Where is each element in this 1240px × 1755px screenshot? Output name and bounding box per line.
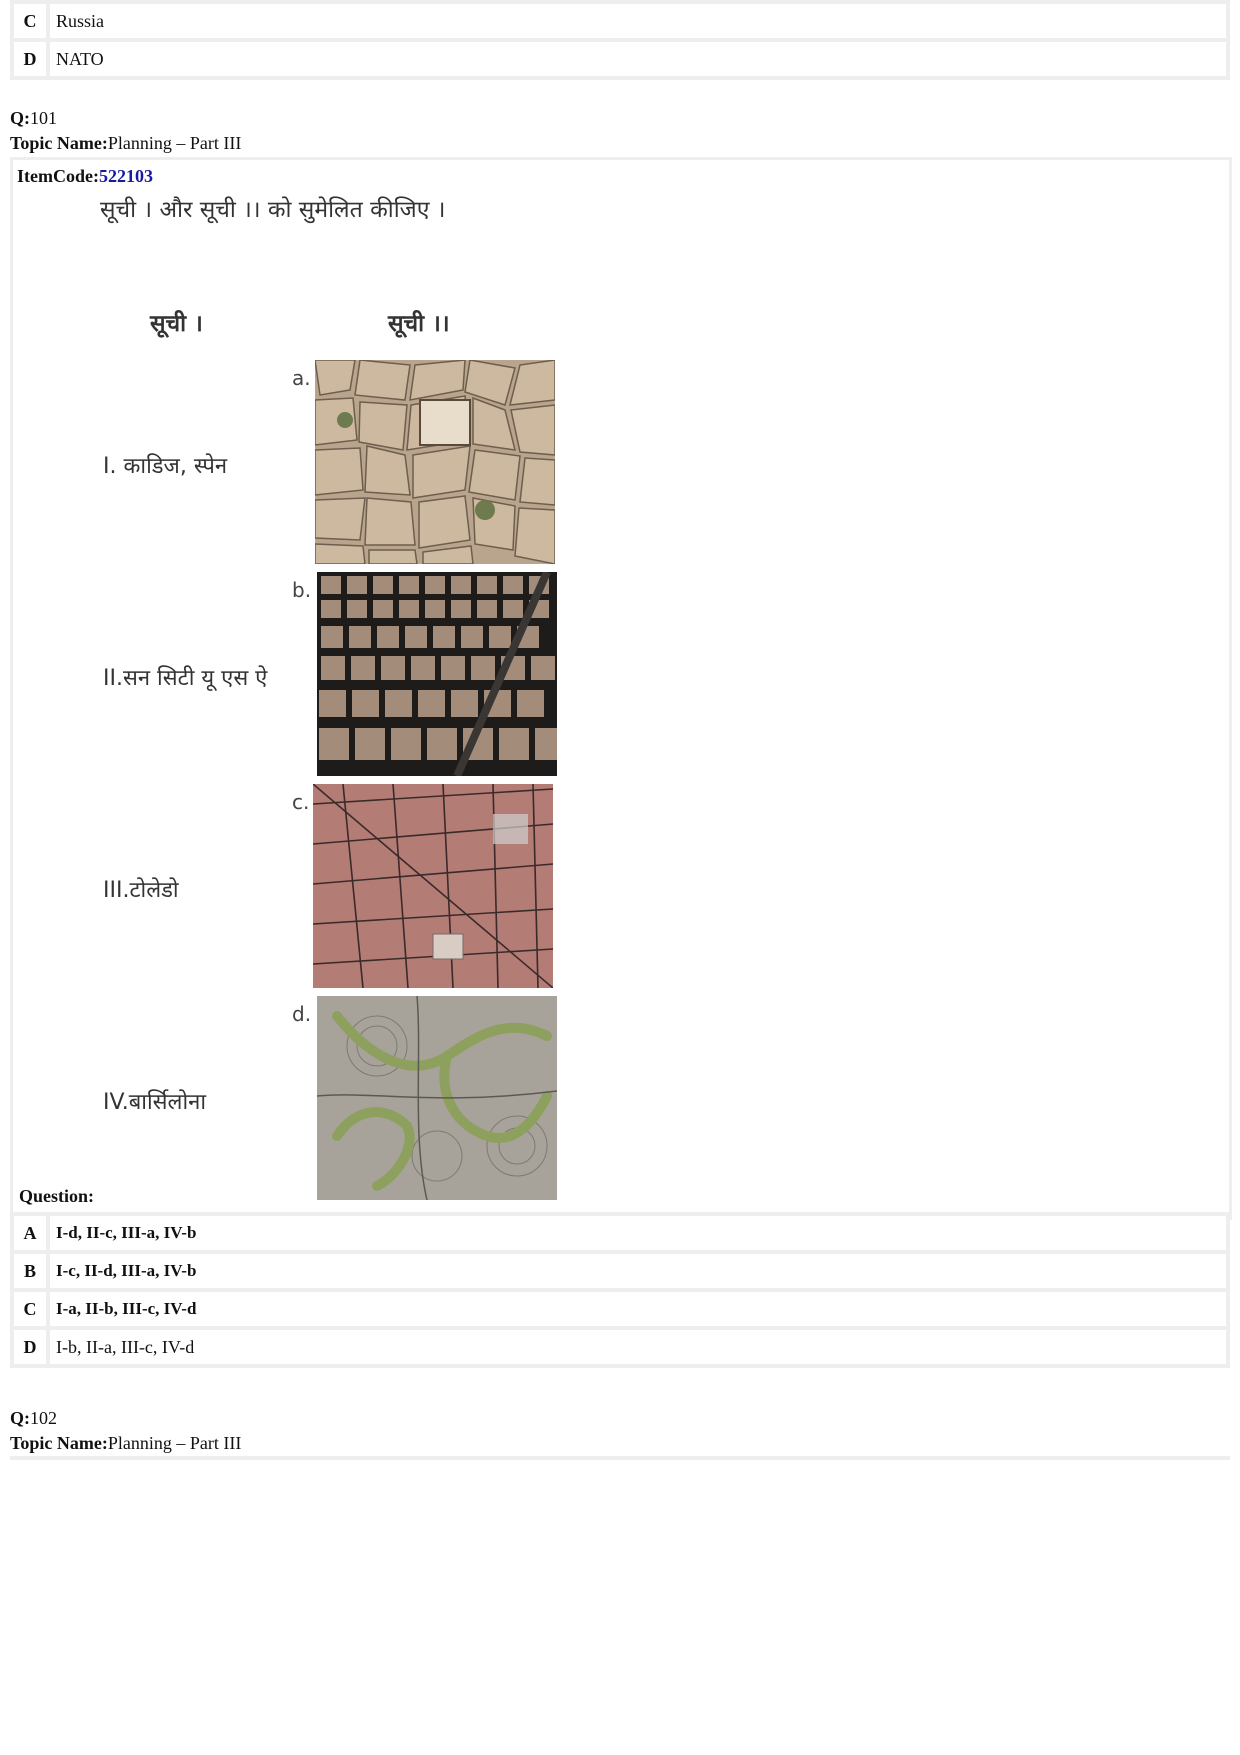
option-row[interactable] — [14, 1254, 1226, 1288]
option-row[interactable] — [14, 1292, 1226, 1326]
list2-letter: b. — [292, 578, 312, 602]
aerial-image-d — [317, 996, 557, 1200]
option-text: NATO — [50, 42, 1226, 76]
list1-item: I. काडिज, स्पेन — [103, 454, 228, 479]
topic-label: Topic Name: — [10, 133, 108, 153]
option-letter: D — [14, 1330, 46, 1364]
section-divider — [10, 1456, 1230, 1460]
topic-name: Planning – Part III — [107, 1433, 242, 1453]
list2-letter: c. — [292, 790, 310, 814]
item-code-label: ItemCode: — [17, 166, 99, 186]
option-text: I-d, II-c, III-a, IV-b — [50, 1216, 1226, 1250]
option-row[interactable] — [14, 42, 1226, 76]
question-label: Q: — [10, 108, 30, 128]
option-text: I-a, II-b, III-c, IV-d — [50, 1292, 1226, 1326]
question-header — [10, 1406, 241, 1456]
aerial-image-a — [315, 360, 555, 564]
question-label: Q: — [10, 1408, 30, 1428]
option-letter: A — [14, 1216, 46, 1250]
option-letter: D — [14, 42, 46, 76]
previous-options-table — [10, 0, 1230, 80]
list2-header: सूची ।। — [388, 311, 450, 337]
option-letter: C — [14, 4, 46, 38]
option-row[interactable] — [14, 4, 1226, 38]
option-letter: C — [14, 1292, 46, 1326]
list1-item: III.टोलेडो — [103, 878, 179, 903]
list2-letter: a. — [292, 366, 311, 390]
option-row[interactable] — [14, 1330, 1226, 1364]
list1-item: IV.बार्सिलोना — [103, 1090, 207, 1115]
option-text: Russia — [50, 4, 1226, 38]
aerial-image-b — [317, 572, 557, 776]
topic-name: Planning – Part III — [107, 133, 242, 153]
question-header — [10, 106, 241, 156]
list1-header: सूची । — [150, 311, 203, 337]
question-number: 101 — [30, 108, 57, 128]
list1-item: II.सन सिटी यू एस ऐ — [103, 666, 268, 691]
question-number: 102 — [30, 1408, 57, 1428]
option-text: I-b, II-a, III-c, IV-d — [50, 1330, 1226, 1364]
aerial-image-c — [313, 784, 553, 988]
answer-options-table — [10, 1212, 1230, 1368]
item-code-value: 522103 — [98, 166, 153, 186]
topic-label: Topic Name: — [10, 1433, 108, 1453]
question-label: Question: — [19, 1186, 95, 1206]
option-letter: B — [14, 1254, 46, 1288]
list2-letter: d. — [292, 1002, 312, 1026]
option-text: I-c, II-d, III-a, IV-b — [50, 1254, 1226, 1288]
option-row[interactable] — [14, 1216, 1226, 1250]
item-code — [17, 166, 153, 187]
question-instruction: सूची । और सूची ।। को सुमेलित कीजिए । — [100, 197, 446, 223]
